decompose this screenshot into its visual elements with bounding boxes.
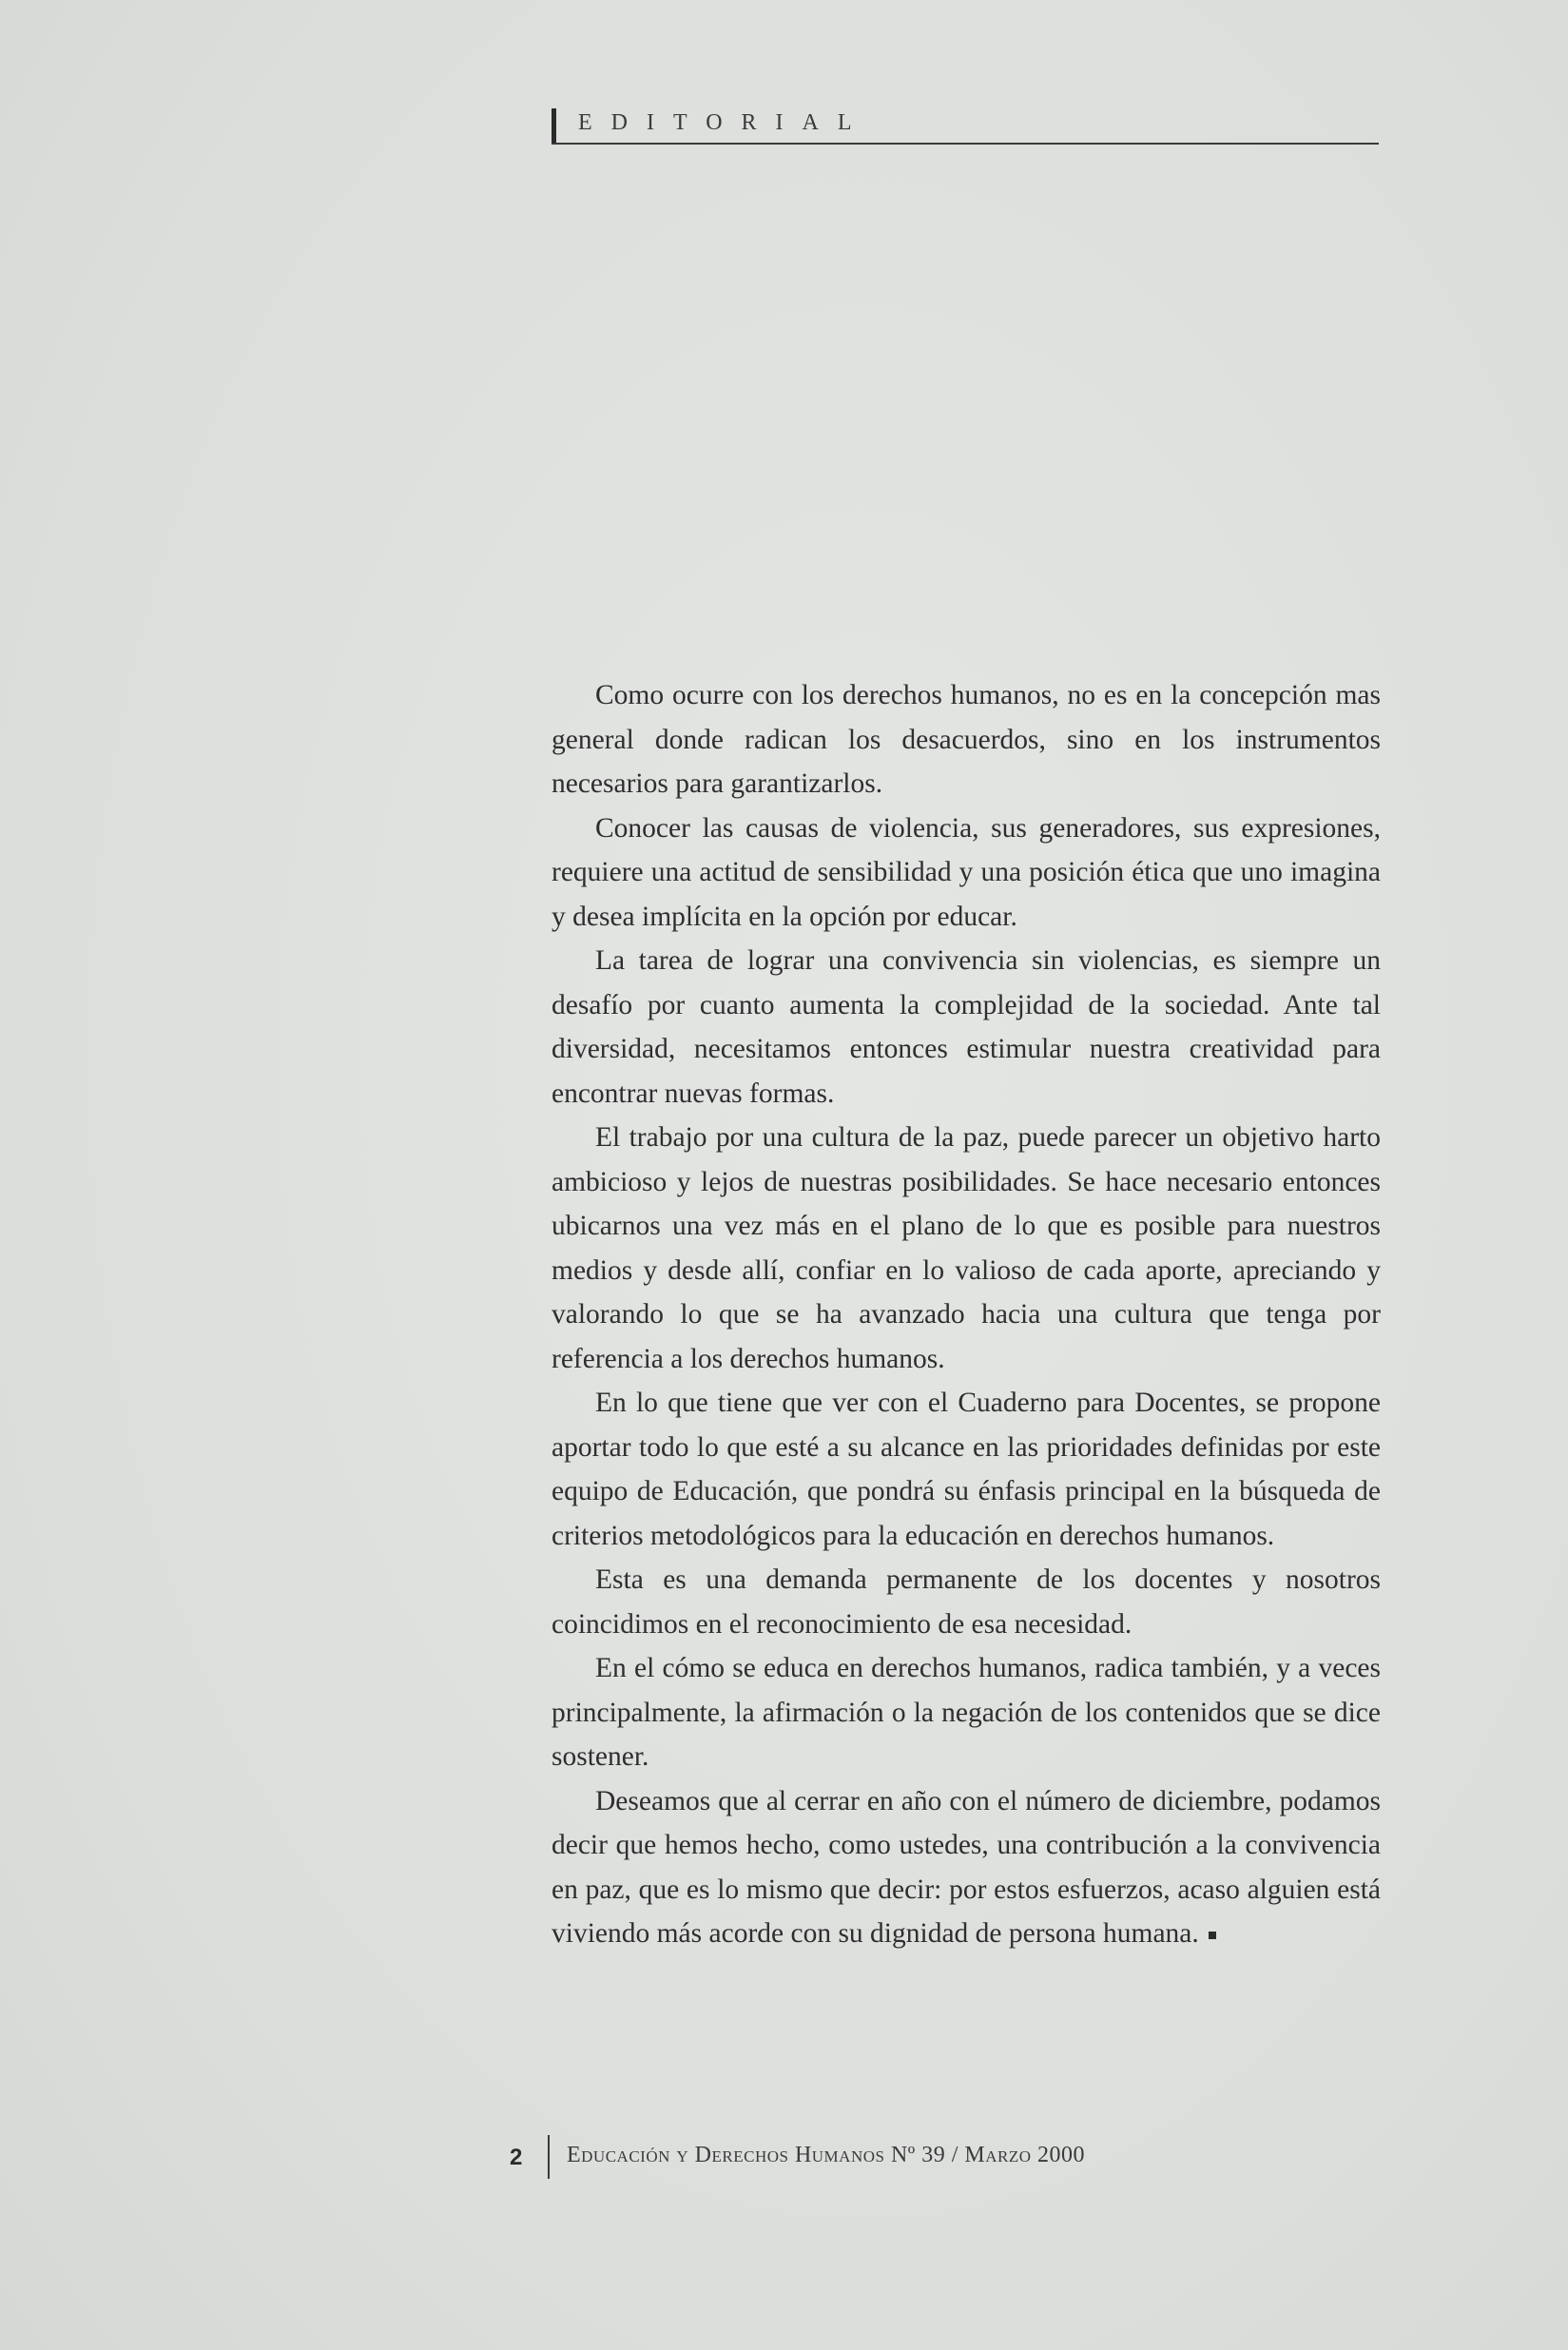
section-header [552, 105, 1379, 146]
paragraph: En el cómo se educa en derechos humanos, radica también, y a veces principalmente, la afirmación o la negación de los contenidos que se dice sostener. [552, 1653, 1381, 1772]
paragraph: En lo que tiene que ver con el Cuaderno para Docentes, se propone aportar todo lo que esté a su alcance en las prioridades definidas por este equipo de Educación, que pondrá su énfasis principal en la búsqueda de criterios metodológicos para la educación en derechos humanos. [552, 1388, 1381, 1551]
page-footer [510, 2135, 1270, 2183]
paragraph: El trabajo por una cultura de la paz, puede parecer un objetivo harto ambicioso y lejos de nuestras posibilidades. Se hace necesario entonces ubicarnos una vez más en el plano de lo que es posible para nuestros medios y desde allí, confiar en lo valioso de cada aporte, apreciando y valorando lo que se ha avanzado hacia una cultura que tenga por referencia a los derechos humanos. [552, 1122, 1381, 1374]
editorial-article [552, 673, 1381, 1956]
section-title: EDITORIAL [578, 110, 871, 135]
paragraph: Conocer las causas de violencia, sus generadores, sus expresiones, requiere una actitud de sensibilidad y una posición ética que uno imagina y desea implícita en la opción por educar. [552, 812, 1381, 932]
paragraph: Como ocurre con los derechos humanos, no es en la concepción mas general donde radican los desacuerdos, sino en los instrumentos necesarios para garantizarlos. [552, 680, 1381, 799]
page-number: 2 [510, 2145, 523, 2170]
paragraph-last [552, 1779, 1381, 1956]
publication-info: Educación y Derechos Humanos Nº 39 / Marzo 2000 [567, 2143, 1086, 2167]
header-rule [552, 143, 1379, 145]
paragraph-text: Deseamos que al cerrar en año con el número de diciembre, podamos decir que hemos hecho, como ustedes, una contribución a la convivencia en paz, que es lo mismo que decir: por estos esfuerzos, acaso alguien está viviendo más acorde con su dignidad de persona humana. [552, 1785, 1381, 1949]
paragraph: Esta es una demanda permanente de los docentes y nosotros coincidimos en el reconocimiento de esa necesidad. [552, 1564, 1381, 1640]
header-bar [552, 108, 556, 145]
paragraph: La tarea de lograr una convivencia sin violencias, es siempre un desafío por cuanto aumenta la complejidad de la sociedad. Ante tal diversidad, necesitamos entonces estimular nuestra creatividad para encontrar nuevas formas. [552, 945, 1381, 1109]
end-mark-icon [1209, 1932, 1216, 1939]
footer-separator [548, 2135, 550, 2179]
